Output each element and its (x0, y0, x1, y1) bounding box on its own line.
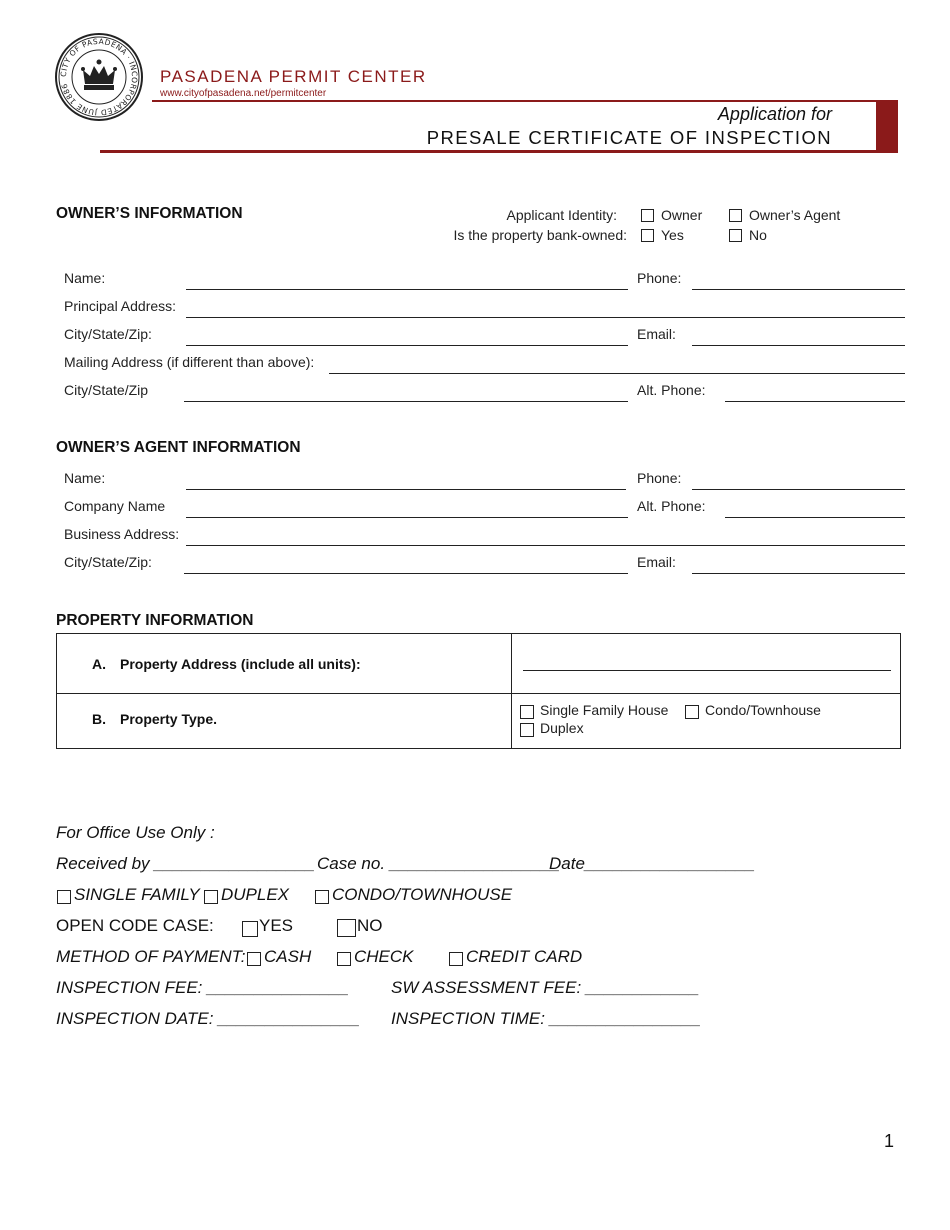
owners-agent-checkbox[interactable] (729, 209, 742, 222)
payment-credit-card-label: CREDIT CARD (466, 947, 583, 966)
method-of-payment-label: METHOD OF PAYMENT: (56, 947, 246, 966)
org-url[interactable]: www.cityofpasadena.net/permitcenter (160, 88, 327, 99)
owner-alt-phone-field[interactable] (725, 401, 905, 402)
agent-city-state-zip-label: City/State/Zip: (64, 554, 152, 570)
application-for: Application for (717, 104, 832, 124)
bank-owned-no-checkbox[interactable] (729, 229, 742, 242)
owner-principal-address-label: Principal Address: (64, 298, 177, 314)
owner-mailing-address-label: Mailing Address (if different than above): (64, 354, 315, 370)
owner-city-state-zip-field[interactable] (186, 345, 628, 346)
office-condo-label: CONDO/TOWNHOUSE (332, 885, 513, 904)
agent-section-heading: OWNER’S AGENT INFORMATION (56, 439, 301, 456)
office-use-title: For Office Use Only : (56, 823, 215, 842)
header-rule-top (152, 100, 897, 102)
agent-alt-phone-field[interactable] (725, 517, 905, 518)
owner-checkbox[interactable] (641, 209, 654, 222)
owner-mailing-city-state-zip-field[interactable] (184, 401, 628, 402)
owner-phone-field[interactable] (692, 289, 905, 290)
owner-name-label: Name: (64, 270, 106, 286)
open-code-case-no-checkbox[interactable] (337, 919, 356, 937)
single-family-house-checkbox[interactable] (520, 705, 534, 719)
property-address-field[interactable] (523, 670, 891, 671)
inspection-fee-field[interactable]: INSPECTION FEE: _______________ (56, 978, 349, 997)
page-title: PRESALE CERTIFICATE OF INSPECTION (426, 127, 832, 148)
applicant-identity-label: Applicant Identity: (506, 207, 617, 223)
property-table (56, 633, 901, 749)
owner-section-heading: OWNER’S INFORMATION (56, 205, 243, 222)
open-code-case-yes-checkbox[interactable] (242, 921, 258, 937)
condo-townhouse-checkbox[interactable] (685, 705, 699, 719)
property-address-label: Property Address (include all units): (120, 656, 361, 672)
case-no-field[interactable]: Case no. __________________ (317, 854, 560, 873)
agent-city-state-zip-field[interactable] (184, 573, 628, 574)
owner-phone-label: Phone: (637, 270, 682, 286)
owner-name-field[interactable] (186, 289, 628, 290)
bank-owned-yes-label: Yes (661, 227, 684, 243)
owner-mailing-city-state-zip-label: City/State/Zip (64, 382, 149, 398)
office-single-family-label: SINGLE FAMILY (74, 885, 200, 904)
property-section-heading: PROPERTY INFORMATION (56, 612, 254, 629)
owner-alt-phone-label: Alt. Phone: (637, 382, 706, 398)
page-number: 1 (884, 1131, 895, 1151)
payment-check-checkbox[interactable] (337, 952, 351, 966)
header-red-block (876, 100, 898, 153)
owner-principal-address-field[interactable] (186, 317, 905, 318)
payment-cash-label: CASH (264, 947, 312, 966)
property-type-letter: B. (92, 711, 106, 727)
office-duplex-checkbox[interactable] (204, 890, 218, 904)
inspection-time-field[interactable]: INSPECTION TIME: ________________ (391, 1009, 701, 1028)
payment-cash-checkbox[interactable] (247, 952, 261, 966)
owner-option-label: Owner (661, 207, 703, 223)
org-name: PASADENA PERMIT CENTER (160, 67, 427, 86)
agent-name-field[interactable] (186, 489, 626, 490)
open-code-case-no-label: NO (357, 916, 383, 935)
property-type-label: Property Type. (120, 711, 217, 727)
open-code-case-label: OPEN CODE CASE: (56, 916, 214, 935)
agent-company-label: Company Name (64, 498, 166, 514)
city-seal (54, 32, 144, 122)
bank-owned-yes-checkbox[interactable] (641, 229, 654, 242)
duplex-checkbox[interactable] (520, 723, 534, 737)
office-duplex-label: DUPLEX (221, 885, 290, 904)
agent-business-address-label: Business Address: (64, 526, 180, 542)
inspection-date-field[interactable]: INSPECTION DATE: _______________ (56, 1009, 360, 1028)
duplex-label: Duplex (540, 720, 584, 736)
payment-credit-card-checkbox[interactable] (449, 952, 463, 966)
property-table-row-divider (57, 693, 900, 694)
agent-company-field[interactable] (186, 517, 628, 518)
payment-check-label: CHECK (354, 947, 414, 966)
open-code-case-yes-label: YES (259, 916, 294, 935)
agent-email-label: Email: (637, 554, 676, 570)
office-condo-checkbox[interactable] (315, 890, 329, 904)
condo-townhouse-label: Condo/Townhouse (705, 702, 821, 718)
owner-city-state-zip-label: City/State/Zip: (64, 326, 152, 342)
owners-agent-option-label: Owner’s Agent (749, 207, 841, 223)
agent-email-field[interactable] (692, 573, 905, 574)
agent-name-label: Name: (64, 470, 106, 486)
owner-email-label: Email: (637, 326, 676, 342)
owner-mailing-address-field[interactable] (329, 373, 905, 374)
office-single-family-checkbox[interactable] (57, 890, 71, 904)
seal-text: CITY OF PASADENA · INCORPORATED JUNE 1886 (58, 36, 140, 118)
date-field[interactable]: Date__________________ (549, 854, 756, 873)
agent-phone-label: Phone: (637, 470, 682, 486)
agent-business-address-field[interactable] (186, 545, 905, 546)
property-table-col-divider (511, 634, 512, 748)
received-by-field[interactable]: Received by _________________ (56, 854, 316, 873)
header-rule-bottom (100, 150, 897, 153)
single-family-house-label: Single Family House (540, 702, 669, 718)
sw-assessment-fee-field[interactable]: SW ASSESSMENT FEE: ____________ (391, 978, 700, 997)
agent-alt-phone-label: Alt. Phone: (637, 498, 706, 514)
bank-owned-label: Is the property bank-owned: (453, 227, 627, 243)
owner-email-field[interactable] (692, 345, 905, 346)
bank-owned-no-label: No (749, 227, 767, 243)
agent-phone-field[interactable] (692, 489, 905, 490)
property-address-letter: A. (92, 656, 106, 672)
